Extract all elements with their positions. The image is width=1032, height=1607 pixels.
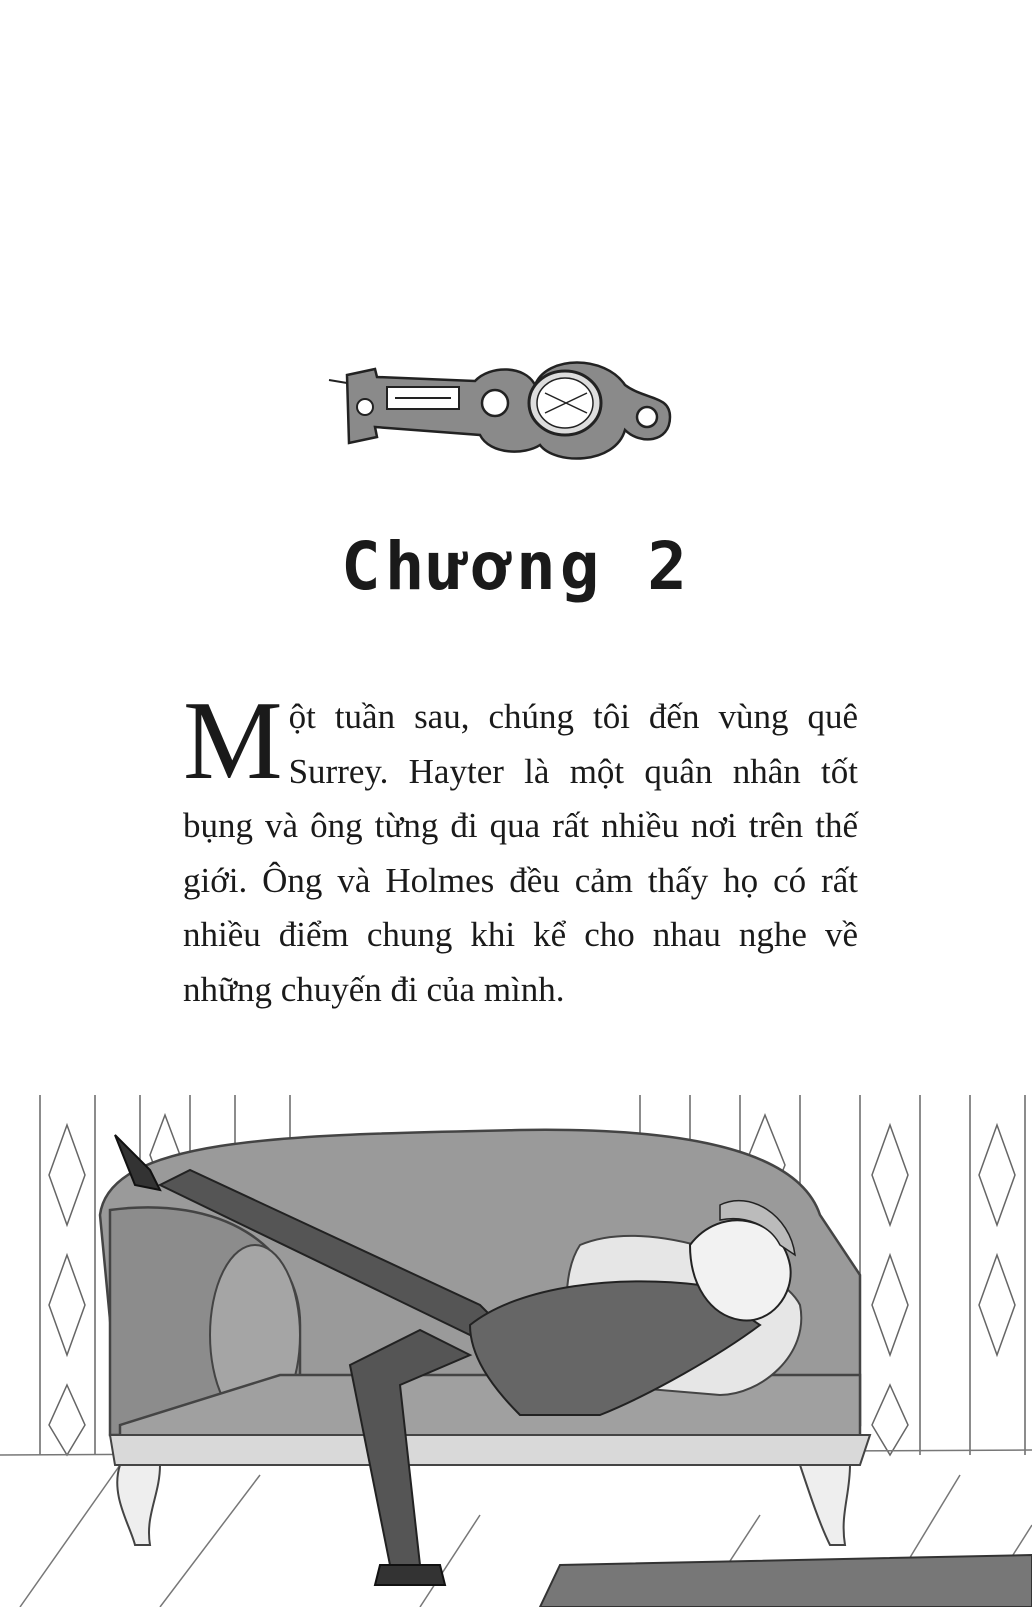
story-paragraph xyxy=(183,679,858,1017)
sofa-illustration xyxy=(0,1095,1032,1607)
barometer-ornament-icon xyxy=(325,355,685,475)
drop-cap: M xyxy=(183,679,283,803)
chapter-title: Chương 2 xyxy=(341,528,691,605)
story-text-body: ột tuần sau, chúng tôi đến vùng quê Surrey. Hayter là một quân nhân tốt bụng và ông từng đi qua rất nhiều nơi trên thế giới. Ông và Holmes đều cảm thấy họ có rất nhiều điểm chung khi kể cho nhau nghe về những chuyến đi của mình. xyxy=(183,697,858,1009)
